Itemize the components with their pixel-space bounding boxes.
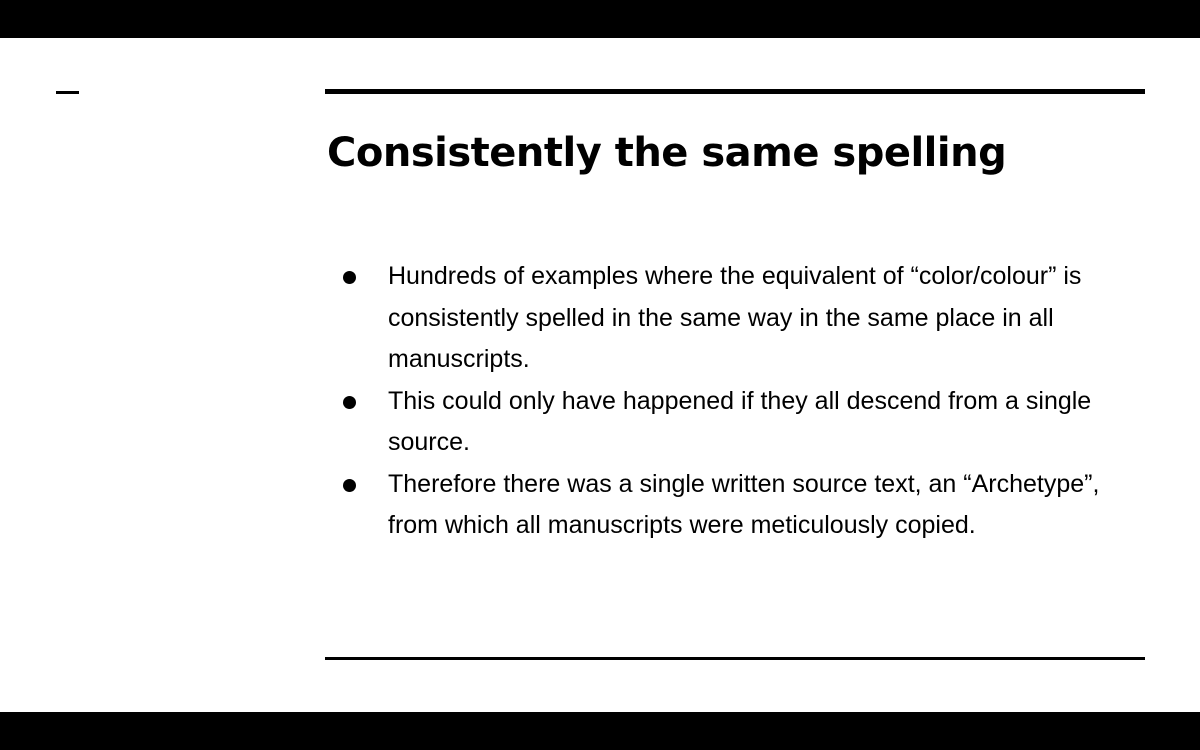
bullet-dot-icon (343, 271, 356, 284)
slide-title: Consistently the same spelling (327, 130, 1007, 176)
bullet-item (340, 464, 1130, 547)
bullet-text: This could only have happened if they all descend from a single source. (388, 386, 1092, 456)
bottom-rule (325, 657, 1145, 660)
bullet-dot-icon (343, 479, 356, 492)
bullet-text: Hundreds of examples where the equivalent of “color/colour” is consistently spelled in the same way in the same place in all manuscripts. (388, 262, 1082, 373)
bullet-list (340, 256, 1130, 547)
bullet-text: Therefore there was a single written source text, an “Archetype”, from which all manuscripts were meticulously copied. (388, 469, 1100, 539)
bullet-dot-icon (343, 396, 356, 409)
bullet-item (340, 256, 1130, 381)
corner-dash (56, 91, 79, 94)
top-rule (325, 89, 1145, 94)
slide (0, 38, 1200, 712)
bullet-item (340, 381, 1130, 464)
